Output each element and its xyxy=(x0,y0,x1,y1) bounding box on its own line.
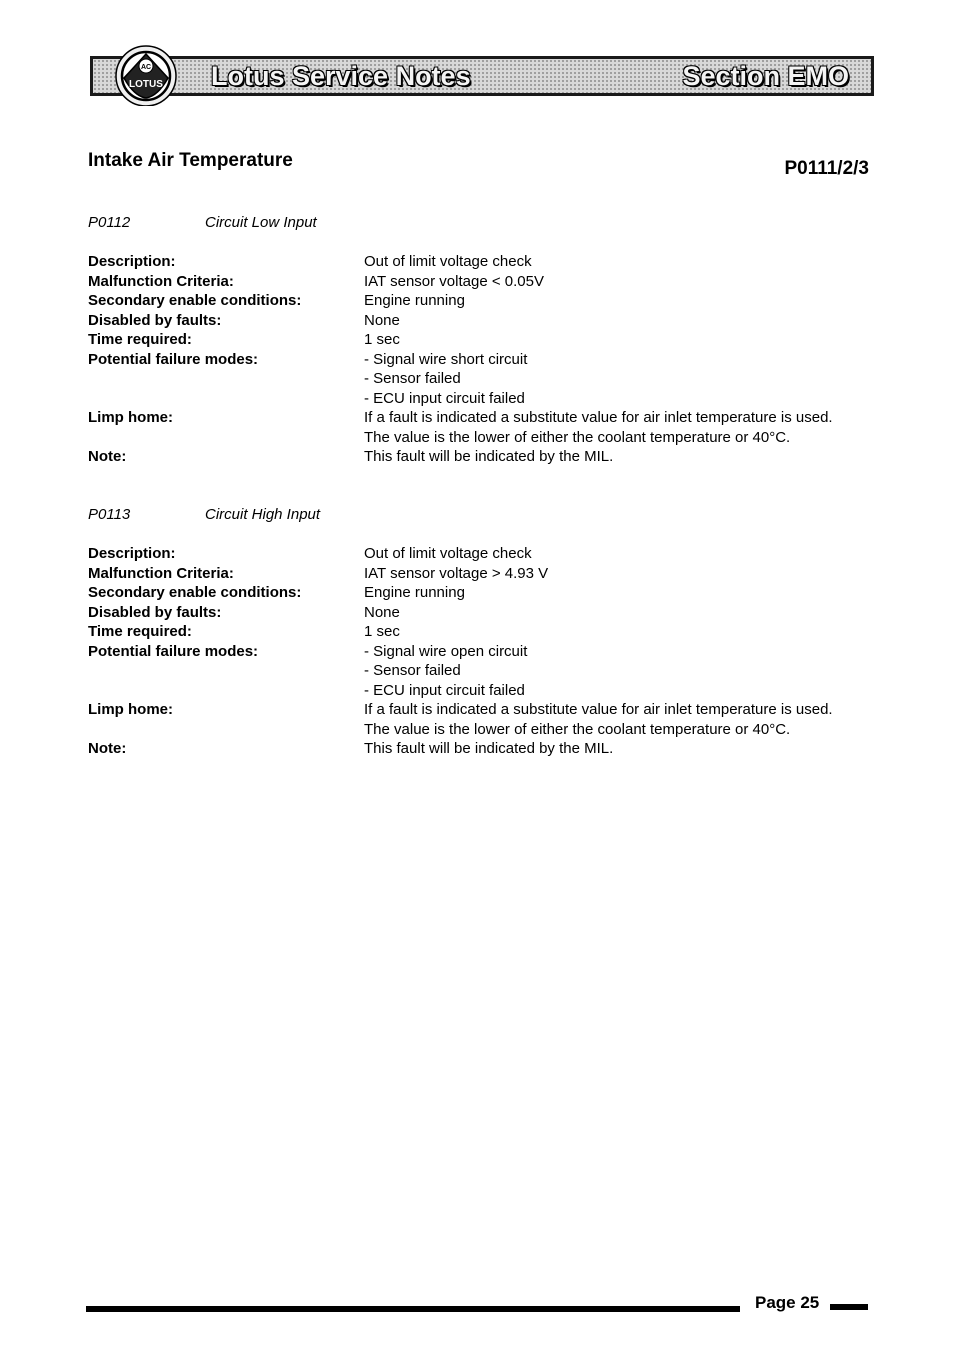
page-number: Page 25 xyxy=(755,1293,820,1312)
fault-row xyxy=(88,291,878,311)
row-value: IAT sensor voltage < 0.05V xyxy=(364,272,544,290)
row-value: - Signal wire open circuit xyxy=(364,642,528,660)
fault-row xyxy=(88,389,878,409)
row-label: Secondary enable conditions: xyxy=(88,584,302,601)
fault-row xyxy=(88,369,878,389)
page-title: Intake Air Temperature xyxy=(88,150,293,171)
row-value: The value is the lower of either the coolant temperature or 40°C. xyxy=(364,428,791,446)
fault-block xyxy=(88,214,878,467)
fault-row xyxy=(88,428,878,448)
fault-code: P0112 xyxy=(88,214,131,231)
row-label: Malfunction Criteria: xyxy=(88,564,234,582)
fault-row xyxy=(88,622,878,642)
fault-row xyxy=(88,739,878,759)
row-value: If a fault is indicated a substitute value for air inlet temperature is used. xyxy=(364,409,833,426)
row-value: None xyxy=(364,603,400,621)
row-label: Limp home: xyxy=(88,409,173,426)
row-value: Out of limit voltage check xyxy=(364,545,532,562)
row-value: Out of limit voltage check xyxy=(364,253,532,270)
row-value: Engine running xyxy=(364,584,465,601)
row-value: 1 sec xyxy=(364,331,400,348)
fault-heading xyxy=(88,506,878,536)
header-banner xyxy=(90,56,874,96)
fault-row xyxy=(88,564,878,584)
row-label: Description: xyxy=(88,253,176,270)
row-label: Disabled by faults: xyxy=(88,311,222,329)
row-value: The value is the lower of either the coolant temperature or 40°C. xyxy=(364,720,791,738)
banner-section: Section EMO xyxy=(682,61,849,91)
fault-name: Circuit High Input xyxy=(205,506,321,523)
row-value: This fault will be indicated by the MIL. xyxy=(364,448,614,465)
fault-row xyxy=(88,720,878,740)
fault-row xyxy=(88,408,878,428)
fault-table xyxy=(88,252,878,467)
fault-row xyxy=(88,681,878,701)
row-label: Malfunction Criteria: xyxy=(88,272,234,290)
fault-row xyxy=(88,272,878,292)
svg-text:AC: AC xyxy=(140,64,152,71)
row-label: Description: xyxy=(88,545,176,562)
row-label: Secondary enable conditions: xyxy=(88,292,302,309)
fault-row xyxy=(88,642,878,662)
fault-block xyxy=(88,506,878,759)
row-label: Potential failure modes: xyxy=(88,642,259,660)
row-value: - ECU input circuit failed xyxy=(364,681,525,699)
row-label: Note: xyxy=(88,740,127,757)
row-value: - Signal wire short circuit xyxy=(364,350,528,368)
row-value: 1 sec xyxy=(364,623,400,640)
svg-text:LOTUS: LOTUS xyxy=(129,79,163,90)
lotus-logo-icon xyxy=(106,42,186,106)
fault-row xyxy=(88,311,878,331)
footer-dash xyxy=(830,1304,868,1310)
row-label: Note: xyxy=(88,448,127,465)
row-value: - ECU input circuit failed xyxy=(364,389,525,407)
row-label: Disabled by faults: xyxy=(88,603,222,621)
fault-heading xyxy=(88,214,878,244)
row-value: - Sensor failed xyxy=(364,370,461,387)
fault-row xyxy=(88,544,878,564)
fault-row xyxy=(88,603,878,623)
fault-table xyxy=(88,544,878,759)
row-value: This fault will be indicated by the MIL. xyxy=(364,740,614,757)
page-code: P0111/2/3 xyxy=(784,158,869,179)
fault-row xyxy=(88,700,878,720)
fault-row xyxy=(88,350,878,370)
fault-name: Circuit Low Input xyxy=(205,214,317,231)
fault-row xyxy=(88,583,878,603)
fault-row xyxy=(88,661,878,681)
fault-row xyxy=(88,447,878,467)
fault-code: P0113 xyxy=(88,506,131,523)
footer-rule xyxy=(86,1306,740,1312)
fault-row xyxy=(88,252,878,272)
row-label: Potential failure modes: xyxy=(88,350,259,368)
row-label: Limp home: xyxy=(88,701,173,718)
row-value: Engine running xyxy=(364,292,465,309)
row-label: Time required: xyxy=(88,623,192,640)
row-value: - Sensor failed xyxy=(364,662,461,679)
row-value: None xyxy=(364,311,400,329)
row-value: If a fault is indicated a substitute value for air inlet temperature is used. xyxy=(364,701,833,718)
fault-row xyxy=(88,330,878,350)
row-value: IAT sensor voltage > 4.93 V xyxy=(364,564,549,582)
banner-title: Lotus Service Notes xyxy=(211,61,471,91)
row-label: Time required: xyxy=(88,331,192,348)
